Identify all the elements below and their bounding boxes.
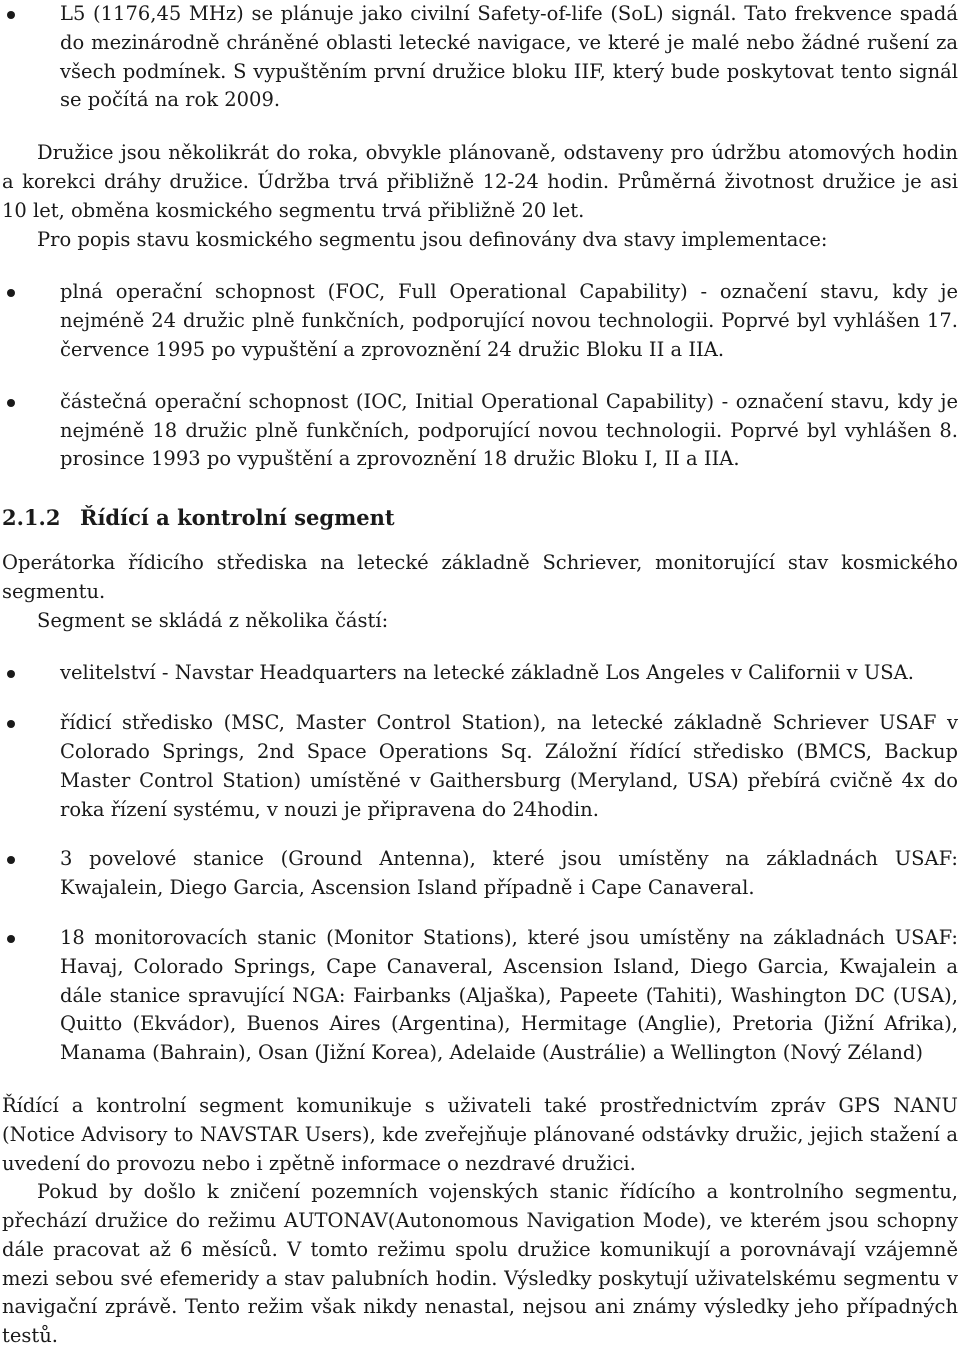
document-page bbox=[2, 0, 958, 1351]
paragraph-operator: Operátorka řídicího střediska na letecké základně Schriever, monitorující stav kosmického segmentu. bbox=[2, 550, 958, 603]
intro-list bbox=[2, 0, 958, 115]
parts-list bbox=[2, 659, 958, 1068]
section-number: 2.1.2 bbox=[2, 505, 61, 531]
list-item: 18 monitorovacích stanic (Monitor Stations), které jsou umístěny na základnách USAF: Havaj, Colorado Springs, Cape Canaveral, Ascension Island, Diego Garcia, Kwajalein a dále stanice spravující NGA: Fairbanks (Aljaška), Papeete (Tahiti), Washington DC (USA), Quitto (Ekvádor), Buenos Aires (Argentina), Hermitage (Anglie), Pretoria (Jižní Afrika), Manama (Bahrain), Osan (Jižní Korea), Adelaide (Austrálie) a Wellington (Nový Zéland) bbox=[2, 924, 958, 1068]
list-item: 3 povelové stanice (Ground Antenna), které jsou umístěny na základnách USAF: Kwajalein, Diego Garcia, Ascension Island případně i Cape Canaveral. bbox=[2, 845, 958, 903]
paragraph-nanu: Řídící a kontrolní segment komunikuje s uživateli také prostřednictvím zpráv GPS NANU (Notice Advisory to NAVSTAR Users), kde zveřejňuje plánované odstávky družic, jejich stažení a uvedení do provozu nebo i zpětně informace o nezdravé družici. bbox=[2, 1093, 958, 1175]
list-item: řídicí středisko (MSC, Master Control Station), na letecké základně Schriever USAF v Colorado Springs, 2nd Space Operations Sq. Záložní řídící středisko (BMCS, Backup Master Control Station) umístěné v Gaithersburg (Meryland, USA) přebírá cvičně 4x do roka řízení systému, v nouzi je připravena do 24hodin. bbox=[2, 709, 958, 824]
paragraph-states: Pro popis stavu kosmického segmentu jsou definovány dva stavy implementace: bbox=[37, 227, 828, 251]
paragraph-autonav: Pokud by došlo k zničení pozemních vojenských stanic řídícího a kontrolního segmentu, přechází družice do režimu AUTONAV(Autonomous Navigation Mode), ve kterém jsou schopny dále pracovat až 6 měsíců. V tomto režimu spolu družice komunikují a porovnávají vzájemně mezi sebou své efemeridy a stav palubních hodin. Výsledky poskytují uživatelskému segmentu v navigační zprávě. Tento režim však nikdy nenastal, nejsou ani známy výsledky jeho případných testů. bbox=[2, 1180, 958, 1348]
states-list bbox=[2, 278, 958, 474]
list-item: velitelství - Navstar Headquarters na letecké základně Los Angeles v Californii v USA. bbox=[2, 659, 958, 688]
list-item: L5 (1176,45 MHz) se plánuje jako civilní Safety-of-life (SoL) signál. Tato frekvence spadá do mezinárodně chráněné oblasti letecké navigace, ve které je malé nebo žádné rušení za všech podmínek. S vypuštěním první družice bloku IIF, který bude poskytovat tento signál se počítá na rok 2009. bbox=[2, 0, 958, 115]
list-item: částečná operační schopnost (IOC, Initial Operational Capability) - označení stavu, kdy je nejméně 18 družic plně funkčních, podporující novou technologii. Poprvé byl vyhlášen 8. prosince 1993 po vypuštění a zprovoznění 18 družic Bloku I, II a IIA. bbox=[2, 388, 958, 474]
list-item: plná operační schopnost (FOC, Full Operational Capability) - označení stavu, kdy je nejméně 24 družic plně funkčních, podporující novou technologii. Poprvé byl vyhlášen 17. července 1995 po vypuštění a zprovoznění 24 družic Bloku II a IIA. bbox=[2, 278, 958, 364]
paragraph-parts: Segment se skládá z několika částí: bbox=[37, 608, 389, 632]
section-title: Řídící a kontrolní segment bbox=[80, 505, 395, 531]
paragraph-maintenance: Družice jsou několikrát do roka, obvykle plánovaně, odstaveny pro údržbu atomových hodin a korekci dráhy družice. Údržba trvá přibližně 12-24 hodin. Průměrná životnost družice je asi 10 let, obměna kosmického segmentu trvá přibližně 20 let. bbox=[2, 141, 958, 222]
section-heading bbox=[2, 504, 958, 533]
